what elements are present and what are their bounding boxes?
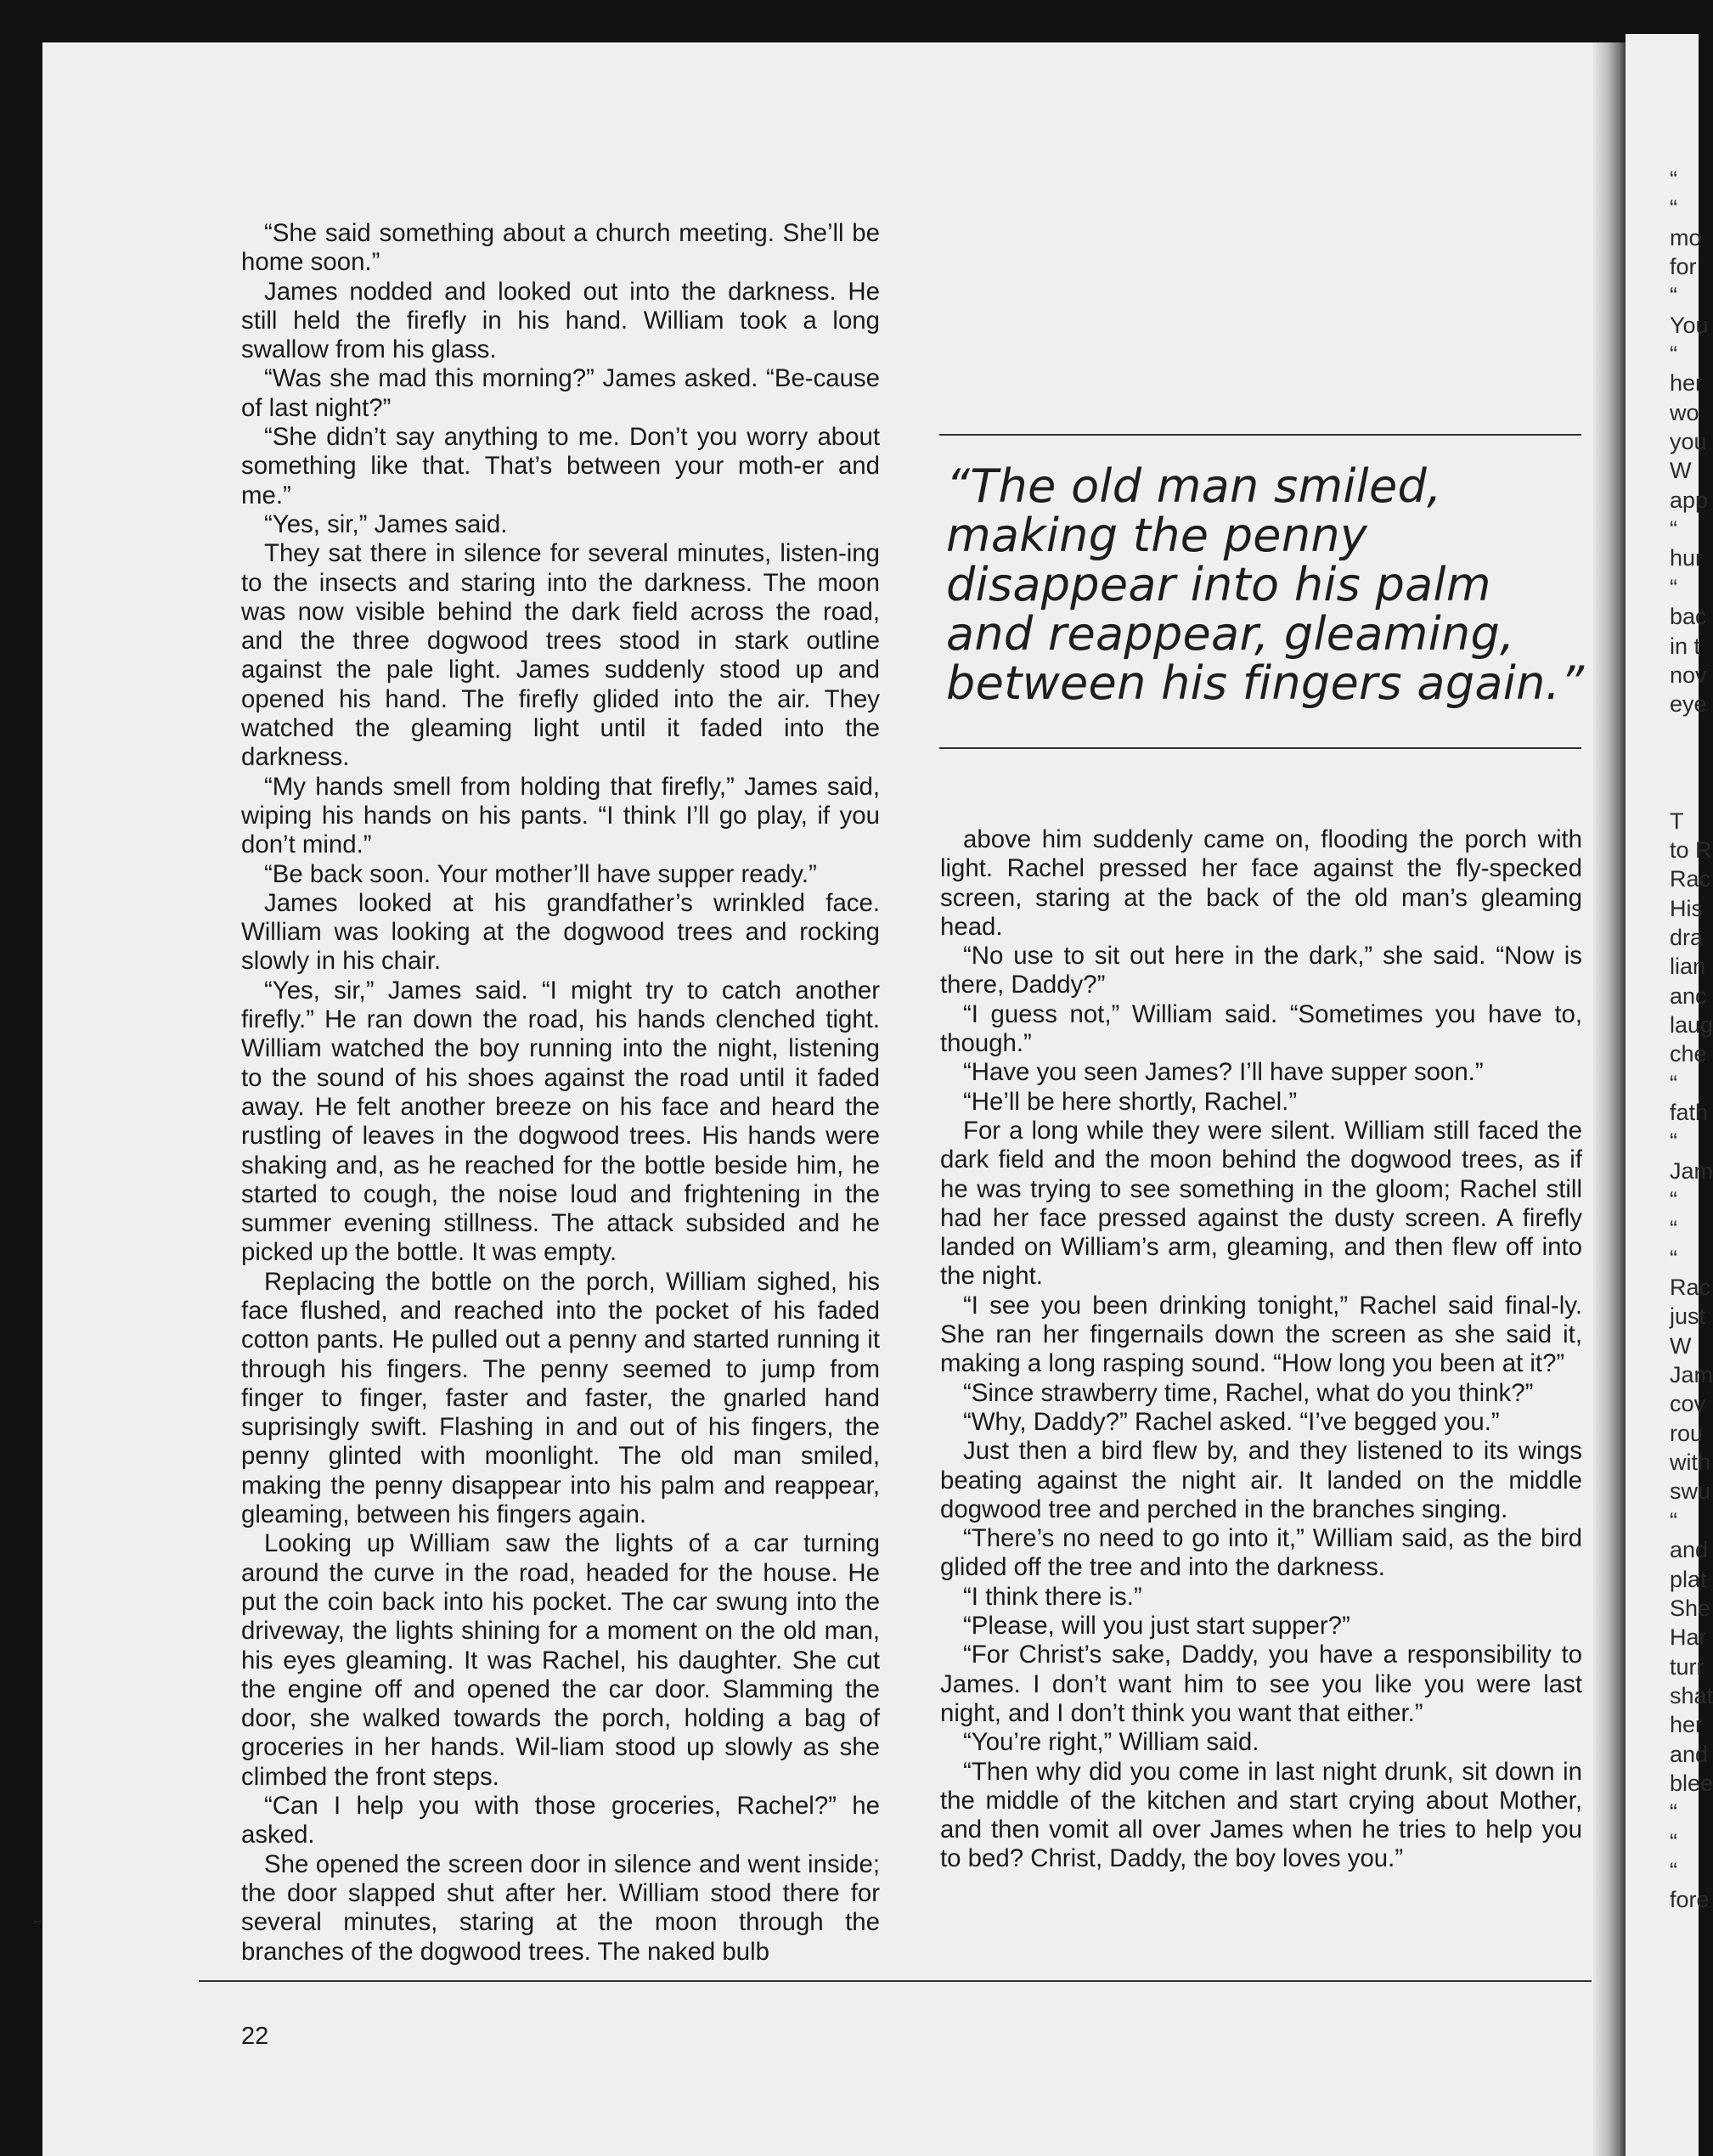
facing-page-fragment: His bbox=[1670, 895, 1703, 921]
facing-page-fragment: eye bbox=[1670, 691, 1707, 718]
facing-page-fragment: Rac bbox=[1670, 1275, 1711, 1301]
facing-page-fragment: and bbox=[1670, 1741, 1709, 1767]
facing-page-fragment: for bbox=[1670, 254, 1697, 280]
page-gutter bbox=[1593, 42, 1626, 2156]
facing-page-fragment: shat bbox=[1670, 1682, 1713, 1708]
facing-page-fragment: fore bbox=[1670, 1887, 1710, 1913]
facing-page-fragment: turr bbox=[1670, 1653, 1705, 1680]
left-column-paragraph: She opened the screen door in silence and went inside; the door slapped shut after her. William stood there for several minutes, staring at the moon through the branches of the dogwood trees. The naked bulb bbox=[241, 1849, 880, 1966]
facing-page-fragment: W bbox=[1670, 458, 1692, 484]
pull-quote-top-rule bbox=[939, 434, 1581, 436]
right-column-paragraph: “I guess not,” William said. “Sometimes you have to, though.” bbox=[940, 999, 1582, 1058]
right-column-paragraph: “He’ll be here shortly, Rachel.” bbox=[963, 1087, 1298, 1116]
left-column-paragraph: “Yes, sir,” James said. bbox=[264, 509, 508, 538]
right-text-column bbox=[940, 825, 1582, 1874]
magazine-page bbox=[42, 42, 1635, 2156]
facing-page-fragment: “ bbox=[1670, 1507, 1677, 1534]
right-column-paragraph: “You’re right,” William said. bbox=[963, 1728, 1259, 1757]
facing-page-fragment: app bbox=[1670, 487, 1709, 513]
right-column-paragraph: “Since strawberry time, Rachel, what do you think?” bbox=[963, 1378, 1534, 1407]
left-edge-mark bbox=[34, 1921, 41, 1922]
facing-page-fragment: swu bbox=[1670, 1478, 1711, 1505]
facing-page-fragment: you bbox=[1670, 429, 1707, 455]
facing-page-fragment: anc bbox=[1670, 982, 1707, 1009]
facing-page-fragment: “ bbox=[1670, 1245, 1677, 1271]
facing-page-fragment: Rac bbox=[1670, 866, 1711, 892]
facing-page-fragment: W bbox=[1670, 1332, 1692, 1359]
facing-page-fragment: You bbox=[1670, 312, 1709, 338]
facing-page-fragment: “ bbox=[1670, 516, 1677, 543]
right-column-paragraph: “Why, Daddy?” Rachel asked. “I’ve begged you.” bbox=[963, 1407, 1500, 1436]
pull-quote-bottom-rule bbox=[939, 747, 1581, 749]
facing-page-fragment: “ bbox=[1670, 195, 1677, 222]
facing-page-fragment bbox=[1670, 719, 1713, 748]
facing-page-fragment: rou bbox=[1670, 1420, 1704, 1446]
facing-page-fragment: to R bbox=[1670, 836, 1712, 863]
facing-page-fragment: laug bbox=[1670, 1011, 1713, 1038]
right-column-paragraph: “I think there is.” bbox=[963, 1582, 1142, 1611]
right-column-paragraph: above him suddenly came on, flooding the porch with light. Rachel pressed her face against the fly-specked screen, staring at the back of the old man’s gleaming head. bbox=[940, 825, 1582, 941]
right-column-paragraph: “There’s no need to go into it,” William said, as the bird glided off the tree and into the darkness. bbox=[940, 1524, 1582, 1582]
right-column-paragraph: “For Christ’s sake, Daddy, you have a responsibility to James. I don’t want him to see you like you were last night, and I don’t think you want that either.” bbox=[940, 1641, 1582, 1727]
facing-page-fragment: hur bbox=[1670, 545, 1704, 571]
left-column-paragraph: “Was she mad this morning?” James asked. “Be-cause of last night?” bbox=[241, 364, 880, 422]
facing-page-fragment bbox=[1670, 777, 1713, 806]
left-column-paragraph: Replacing the bottle on the porch, William sighed, his face flushed, and reached into the pocket of his faded cotton pants. He pulled out a penny and started running it through his fingers. The penny seemed to jump from finger to finger, faster and faster, the gnarled hand suprisingly swift. Flashing in and out of his fingers, the penny glinted with moonlight. The old man smiled, making the penny disappear into his palm and reappear, gleaming, between his fingers again. bbox=[241, 1267, 880, 1529]
right-column-paragraph: For a long while they were silent. William still faced the dark field and the moon behind the dogwood trees, as if he was trying to see something in the gloom; Rachel still had her face pressed against the dusty screen. A firefly landed on William’s arm, gleaming, and then flew off into the night. bbox=[940, 1116, 1582, 1291]
facing-page-fragment: “ bbox=[1670, 1070, 1677, 1096]
facing-page-fragment: wo bbox=[1670, 399, 1699, 425]
facing-page-fragment: T bbox=[1670, 808, 1684, 834]
facing-page-fragment: “ bbox=[1670, 283, 1677, 309]
left-column-paragraph: They sat there in silence for several minutes, listen-ing to the insects and staring into the darkness. The moon was now visible behind the dark field across the road, and the three dogwood trees stood in stark outline against the pale light. James suddenly stood up and opened his hand. The firefly glided into the air. They watched the gleaming light until it faded into the darkness. bbox=[241, 539, 880, 772]
facing-page-fragment: “ bbox=[1670, 1129, 1677, 1155]
footer-rule bbox=[199, 1980, 1592, 1982]
left-column-paragraph: James looked at his grandfather’s wrinkled face. William was looking at the dogwood trees and rocking slowly in his chair. bbox=[241, 888, 880, 976]
facing-page-fragment: “ bbox=[1670, 341, 1677, 368]
facing-page-fragment: lian bbox=[1670, 954, 1706, 980]
facing-page-fragment: che bbox=[1670, 1041, 1707, 1067]
facing-page-fragment: her bbox=[1670, 370, 1704, 397]
right-column-paragraph: “Then why did you come in last night drunk, sit down in the middle of the kitchen and start crying about Mother, and then vomit all over James when he tries to help you to bed? Christ, Daddy, the boy loves you.” bbox=[940, 1757, 1582, 1873]
left-column-paragraph: “Yes, sir,” James said. “I might try to catch another firefly.” He ran down the road, his hands clenched tight. William watched the boy running into the night, listening to the sound of his shoes against the road until it faded away. He felt another breeze on his face and heard the rustling of leaves in the dogwood trees. His hands were shaking and, as he reached for the bottle beside him, he started to cough, the noise loud and frightening in the summer evening stillness. The attack subsided and he picked up the bottle. It was empty. bbox=[241, 976, 880, 1267]
left-column-paragraph: “Be back soon. Your mother’ll have supper ready.” bbox=[264, 859, 817, 888]
facing-page-fragment: her bbox=[1670, 1712, 1704, 1738]
right-column-paragraph: “No use to sit out here in the dark,” she said. “Now is there, Daddy?” bbox=[940, 942, 1582, 999]
pull-quote: “The old man smiled, making the penny disappear into his palm and reappear, gleaming, between his fingers again.” bbox=[946, 459, 1585, 710]
facing-page-fragment: blee bbox=[1670, 1770, 1713, 1796]
left-column-paragraph: “She said something about a church meeting. She’ll be home soon.” bbox=[241, 219, 880, 277]
right-column-paragraph: “Please, will you just start supper?” bbox=[963, 1612, 1350, 1641]
facing-page-fragment: fath bbox=[1670, 1100, 1709, 1125]
facing-page-fragment: cov bbox=[1670, 1391, 1706, 1417]
left-column-paragraph: “Can I help you with those groceries, Rachel?” he asked. bbox=[241, 1792, 880, 1849]
facing-page-fragment: Har bbox=[1670, 1624, 1707, 1651]
facing-page-fragment: plat bbox=[1670, 1566, 1707, 1592]
left-column-paragraph: Looking up William saw the lights of a car turning around the curve in the road, headed for the house. He put the coin back into his pocket. The car swung into the driveway, the lights shining for a moment on the old man, his eyes gleaming. It was Rachel, his daughter. She cut the engine off and opened the car door. Slamming the door, she walked towards the porch, holding a bag of groceries in her hands. Wil-liam stood up slowly as she climbed the front steps. bbox=[241, 1529, 880, 1791]
facing-page-fragment: “ bbox=[1670, 1857, 1677, 1883]
facing-page-fragment: “ bbox=[1670, 1187, 1677, 1213]
left-text-column bbox=[241, 219, 880, 1967]
facing-page-fragment: “ bbox=[1670, 1216, 1677, 1242]
right-column-paragraph: “I see you been drinking tonight,” Rachel said final-ly. She ran her fingernails down the screen as she said it, making a long rasping sound. “How long you been at it?” bbox=[940, 1291, 1582, 1378]
facing-page-text-fragments bbox=[1670, 165, 1713, 1915]
right-column-paragraph: Just then a bird flew by, and they listened to its wings beating against the night air. It landed on the middle dogwood tree and perched in the branches singing. bbox=[940, 1437, 1582, 1523]
facing-page-fragment bbox=[1670, 748, 1713, 777]
facing-page-fragment: “ bbox=[1670, 1799, 1677, 1826]
facing-page-fragment: bac bbox=[1670, 604, 1707, 630]
facing-page-fragment: Jam bbox=[1670, 1362, 1713, 1388]
facing-page-fragment: and bbox=[1670, 1537, 1709, 1563]
left-column-paragraph: James nodded and looked out into the darkness. He still held the firefly in his hand. William took a long swallow from his glass. bbox=[241, 277, 880, 364]
facing-page-fragment: nov bbox=[1670, 661, 1707, 688]
facing-page-fragment: just bbox=[1670, 1303, 1706, 1330]
facing-page-fragment: “ bbox=[1670, 1828, 1677, 1855]
right-column-paragraph: “Have you seen James? I’ll have supper soon.” bbox=[963, 1058, 1484, 1087]
facing-page-fragment: “ bbox=[1670, 574, 1677, 600]
facing-page-fragment: with bbox=[1670, 1450, 1711, 1476]
facing-page-fragment: mo bbox=[1670, 224, 1702, 251]
left-column-paragraph: “My hands smell from holding that firefly,” James said, wiping his hands on his pants. “I think I’ll go play, if you don’t mind.” bbox=[241, 772, 880, 859]
facing-page-fragment: dra bbox=[1670, 924, 1704, 950]
left-column-paragraph: “She didn’t say anything to me. Don’t you worry about something like that. That’s between your moth-er and me.” bbox=[241, 423, 880, 509]
page-number: 22 bbox=[241, 2023, 269, 2050]
facing-page-fragment: Jam bbox=[1670, 1157, 1713, 1184]
facing-page-fragment: She bbox=[1670, 1595, 1711, 1621]
facing-page-fragment: “ bbox=[1670, 166, 1677, 192]
facing-page-fragment: in t bbox=[1670, 633, 1701, 659]
